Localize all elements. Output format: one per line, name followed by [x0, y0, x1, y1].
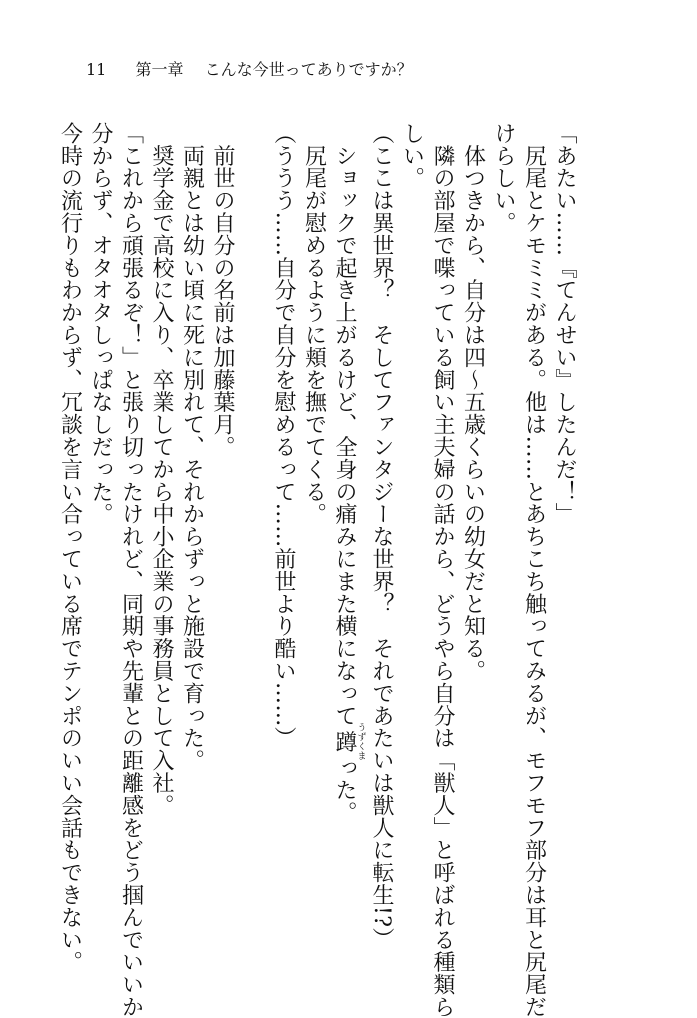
- ruby-reading: うずくま: [355, 722, 366, 761]
- text-segment: 分からず、: [88, 122, 113, 234]
- text-line: 隣の部屋で喋っている飼い主夫婦の話から、どうやら自分は「獣人」と呼ばれる種類ら: [430, 122, 455, 1018]
- text-line: 「あたい……『てんせい』したんだ！」: [552, 122, 577, 526]
- ruby-base: 蹲: [332, 722, 357, 761]
- page-number: 11: [86, 60, 107, 79]
- text-line: 体つきから、自分は四～五歳くらいの幼女だと知る。: [460, 122, 486, 682]
- text-line: 両親とは幼い頃に死に別れて、それからずっと施設で育った。: [179, 122, 205, 772]
- text-line: 前世の自分の名前は加藤葉月。: [210, 122, 235, 458]
- text-line: 奨学金で高校に入り、卒業してから中小企業の事務員として入社。: [149, 122, 174, 817]
- running-header: [86, 60, 413, 80]
- text-line: 今時の流行りもわからず、冗談を言い合っている席でテンポのいい会話もできない。: [57, 122, 83, 974]
- text-line: （ううう……自分で自分を慰めるって……前世より酷い……）: [271, 122, 296, 750]
- text-segment: ショックで起き上がるけど、全身の痛みにまた横になって: [332, 122, 357, 727]
- text-line: けらしい。: [491, 122, 516, 234]
- blank-line: [237, 122, 268, 952]
- text-segment: った。: [332, 756, 357, 824]
- text-line: 尻尾が慰めるように頬を撫でてくる。: [301, 122, 327, 526]
- body-text: [54, 122, 579, 1018]
- text-line-with-ruby: [85, 122, 116, 952]
- text-line: 尻尾とケモミミがある。他は……とあちこち触ってみるが、モフモフ部分は耳と尻尾だ: [521, 122, 547, 1018]
- chapter-title: こんな今世ってありですか？: [204, 60, 413, 79]
- chapter-label: 第一章: [135, 60, 184, 79]
- text-line: （ここは異世界？ そしてファンタジーな世界？ それであたいは獣人に転生!?）: [369, 122, 394, 950]
- text-line: 「これから頑張るぞ！」と張り切ったけれど、同期や先輩との距離感をどう掴んでいいか: [118, 122, 144, 1018]
- text-segment: オタオタ: [88, 234, 113, 324]
- text-line-with-ruby: [329, 122, 366, 952]
- ruby-word: [332, 722, 366, 761]
- text-segment: しっぱなしだった。: [88, 323, 113, 526]
- text-line: しい。: [399, 122, 425, 190]
